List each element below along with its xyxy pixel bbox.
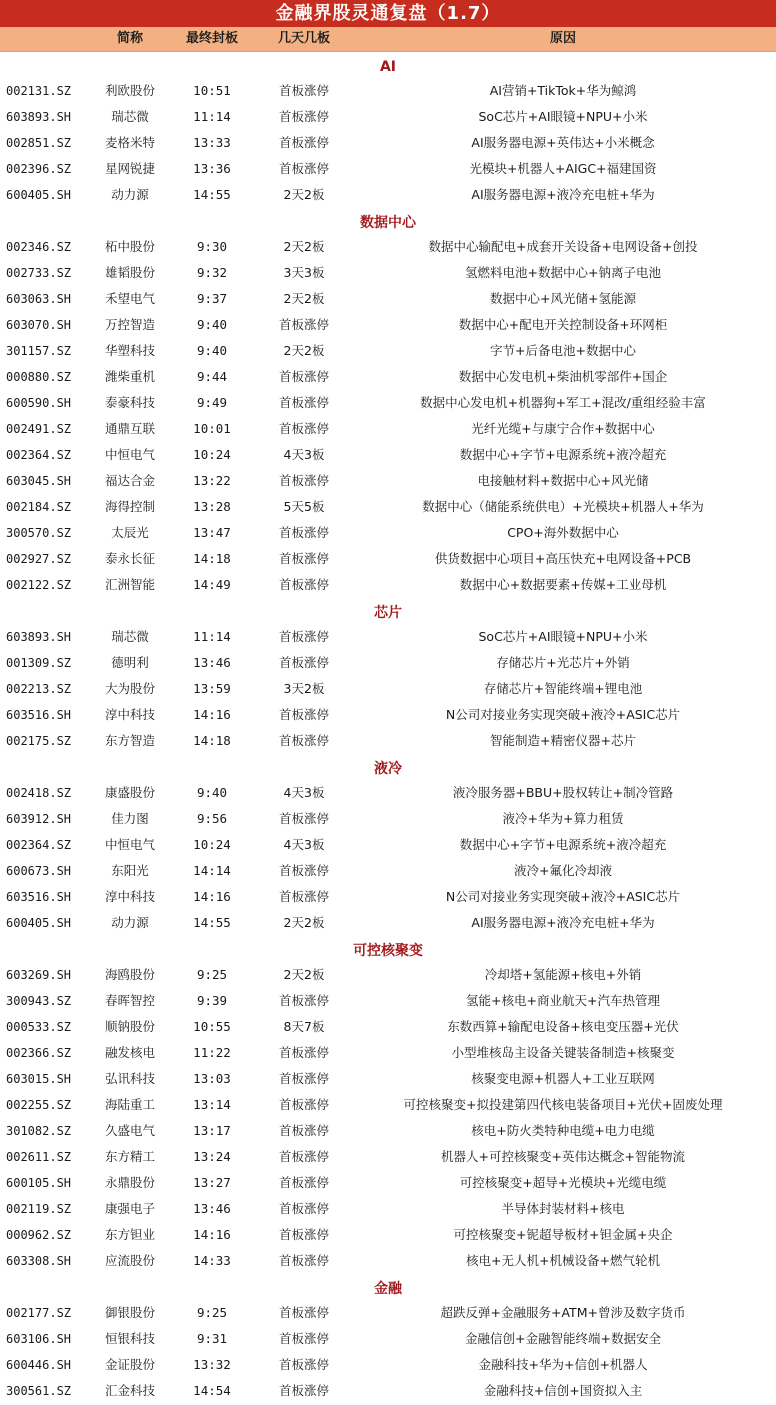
table-row — [0, 312, 776, 338]
reason: 超跌反弹+金融服务+ATM+曾涉及数字货币 — [440, 1305, 686, 1320]
table-row — [0, 1066, 776, 1092]
final-seal-time: 13:33 — [193, 135, 231, 150]
days-boards: 首板涨停 — [278, 1071, 329, 1086]
days-boards: 首板涨停 — [278, 993, 329, 1008]
days-boards: 首板涨停 — [278, 395, 329, 410]
days-boards: 首板涨停 — [278, 83, 329, 98]
days-boards: 2天2板 — [283, 187, 325, 202]
section-heading: 金融 — [374, 1281, 402, 1297]
final-seal-time: 13:59 — [193, 681, 231, 696]
final-seal-time: 9:32 — [196, 265, 228, 280]
final-seal-time: 10:24 — [193, 837, 231, 852]
stock-code: 603070.SH — [6, 318, 72, 332]
stock-name: 动力源 — [111, 187, 149, 202]
stock-name: 佳力图 — [111, 811, 149, 826]
days-boards: 2天2板 — [283, 291, 325, 306]
reason: 供货数据中心项目+高压快充+电网设备+PCB — [434, 551, 692, 566]
stock-code: 002733.SZ — [6, 266, 72, 280]
stock-name: 德明利 — [111, 655, 149, 670]
days-boards: 首板涨停 — [278, 733, 329, 748]
days-boards: 4天3板 — [283, 447, 325, 462]
days-boards: 首板涨停 — [278, 317, 329, 332]
days-boards: 首板涨停 — [278, 1201, 329, 1216]
stock-code: 002213.SZ — [6, 682, 72, 696]
section-heading: 可控核聚变 — [353, 943, 423, 959]
reason: 液冷服务器+BBU+股权转让+制冷管路 — [452, 785, 674, 800]
days-boards: 3天3板 — [283, 265, 325, 280]
final-seal-time: 13:27 — [193, 1175, 231, 1190]
days-boards: 4天3板 — [283, 837, 325, 852]
stock-code: 002366.SZ — [6, 1046, 72, 1060]
stock-name: 康强电子 — [104, 1201, 155, 1216]
stock-code: 002364.SZ — [6, 838, 72, 852]
final-seal-time: 14:16 — [193, 1227, 231, 1242]
days-boards: 首板涨停 — [278, 161, 329, 176]
final-seal-time: 13:03 — [193, 1071, 231, 1086]
final-seal-time: 10:24 — [193, 447, 231, 462]
stock-name: 利欧股份 — [104, 83, 155, 98]
reason: 液冷+氟化冷却液 — [514, 863, 612, 878]
stock-name: 太辰光 — [111, 525, 149, 540]
stock-code: 600446.SH — [6, 1358, 72, 1372]
stock-code: 000880.SZ — [6, 370, 72, 384]
table-row — [0, 1118, 776, 1144]
stock-code: 603106.SH — [6, 1332, 72, 1346]
reason: AI服务器电源+英伟达+小米概念 — [471, 135, 655, 150]
stock-name: 海陆重工 — [104, 1097, 155, 1112]
table-body — [0, 52, 776, 1404]
stock-code: 002418.SZ — [6, 786, 72, 800]
table-row — [0, 1378, 776, 1404]
final-seal-time: 13:14 — [193, 1097, 231, 1112]
reason: N公司对接业务实现突破+液冷+ASIC芯片 — [445, 889, 681, 904]
reason: AI营销+TikTok+华为鲸鸿 — [489, 83, 637, 98]
table-row — [0, 962, 776, 988]
final-seal-time: 9:40 — [196, 785, 228, 800]
days-boards: 首板涨停 — [278, 1253, 329, 1268]
stock-code: 002346.SZ — [6, 240, 72, 254]
days-boards: 8天7板 — [283, 1019, 325, 1034]
stock-name: 淳中科技 — [104, 707, 155, 722]
stock-code: 002396.SZ — [6, 162, 72, 176]
header-reason: 原因 — [549, 31, 576, 46]
table-row — [0, 806, 776, 832]
stock-name: 海得控制 — [104, 499, 155, 514]
final-seal-time: 14:14 — [193, 863, 231, 878]
table-row — [0, 416, 776, 442]
reason: 机器人+可控核聚变+英伟达概念+智能物流 — [441, 1149, 685, 1164]
table-row — [0, 546, 776, 572]
final-seal-time: 9:39 — [196, 993, 228, 1008]
days-boards: 首板涨停 — [278, 577, 329, 592]
days-boards: 首板涨停 — [278, 421, 329, 436]
header-days-boards: 几天几板 — [277, 31, 330, 46]
final-seal-time: 13:46 — [193, 1201, 231, 1216]
section-heading: 液冷 — [374, 761, 402, 777]
table-row — [0, 650, 776, 676]
stock-name: 海鸥股份 — [104, 967, 155, 982]
table-row — [0, 780, 776, 806]
stock-name: 久盛电气 — [104, 1123, 155, 1138]
days-boards: 首板涨停 — [278, 1305, 329, 1320]
reason: SoC芯片+AI眼镜+NPU+小米 — [478, 629, 648, 644]
final-seal-time: 13:47 — [193, 525, 231, 540]
reason: 数据中心+字节+电源系统+液冷超充 — [459, 837, 667, 852]
reason: 存储芯片+光芯片+外销 — [496, 655, 630, 670]
reason: 冷却塔+氢能源+核电+外销 — [484, 967, 642, 982]
reason: 氢燃料电池+数据中心+钠离子电池 — [465, 265, 661, 280]
table-row — [0, 442, 776, 468]
days-boards: 首板涨停 — [278, 135, 329, 150]
final-seal-time: 13:32 — [193, 1357, 231, 1372]
table-row — [0, 520, 776, 546]
table-row — [0, 1170, 776, 1196]
days-boards: 3天2板 — [283, 681, 325, 696]
final-seal-time: 14:18 — [193, 733, 231, 748]
days-boards: 首板涨停 — [278, 109, 329, 124]
stock-name: 万控智造 — [104, 317, 155, 332]
stock-code: 301157.SZ — [6, 344, 72, 358]
reason: 数据中心输配电+成套开关设备+电网设备+创投 — [428, 239, 698, 254]
days-boards: 首板涨停 — [278, 473, 329, 488]
final-seal-time: 9:31 — [196, 1331, 228, 1346]
final-seal-time: 9:25 — [196, 1305, 228, 1320]
stock-code: 002184.SZ — [6, 500, 72, 514]
table-row — [0, 1352, 776, 1378]
stock-name: 潍柴重机 — [104, 369, 155, 384]
reason: 字节+后备电池+数据中心 — [490, 343, 636, 358]
stock-name: 御银股份 — [104, 1305, 155, 1320]
final-seal-time: 9:37 — [196, 291, 228, 306]
table-row — [0, 1144, 776, 1170]
reason: N公司对接业务实现突破+液冷+ASIC芯片 — [445, 707, 681, 722]
table-row — [0, 390, 776, 416]
stock-name: 禾望电气 — [104, 291, 155, 306]
days-boards: 首板涨停 — [278, 1357, 329, 1372]
stock-name: 雄韬股份 — [104, 265, 155, 280]
reason: 可控核聚变+拟投建第四代核电装备项目+光伏+固废处理 — [403, 1097, 723, 1112]
final-seal-time: 14:49 — [193, 577, 231, 592]
reason: 数据中心+字节+电源系统+液冷超充 — [459, 447, 667, 462]
reason: 数据中心发电机+柴油机零部件+国企 — [458, 369, 668, 384]
stock-name: 东方钽业 — [104, 1227, 155, 1242]
days-boards: 5天5板 — [283, 499, 325, 514]
final-seal-time: 9:40 — [196, 343, 228, 358]
table-row — [0, 78, 776, 104]
stock-code: 603912.SH — [6, 812, 72, 826]
stock-code: 002491.SZ — [6, 422, 72, 436]
days-boards: 首板涨停 — [278, 1331, 329, 1346]
stock-name: 汇洲智能 — [104, 577, 155, 592]
stock-name: 柘中股份 — [104, 239, 155, 254]
reason: 液冷+华为+算力租赁 — [502, 811, 624, 826]
stock-name: 弘讯科技 — [104, 1071, 155, 1086]
days-boards: 首板涨停 — [278, 1097, 329, 1112]
stock-code: 603269.SH — [6, 968, 72, 982]
reason: 数据中心+配电开关控制设备+环网柜 — [458, 317, 668, 332]
section-heading: 芯片 — [374, 605, 402, 621]
table-row — [0, 234, 776, 260]
stock-code: 002175.SZ — [6, 734, 72, 748]
stock-code: 002255.SZ — [6, 1098, 72, 1112]
reason: AI服务器电源+液冷充电桩+华为 — [471, 915, 655, 930]
final-seal-time: 10:01 — [193, 421, 231, 436]
final-seal-time: 9:49 — [196, 395, 228, 410]
stock-code: 603045.SH — [6, 474, 72, 488]
reason: 可控核聚变+超导+光模块+光缆电缆 — [459, 1175, 667, 1190]
table-row — [0, 468, 776, 494]
final-seal-time: 14:16 — [193, 889, 231, 904]
stock-name: 麦格米特 — [104, 135, 155, 150]
stock-code: 603893.SH — [6, 630, 72, 644]
stock-code: 002364.SZ — [6, 448, 72, 462]
days-boards: 首板涨停 — [278, 1149, 329, 1164]
table-row — [0, 988, 776, 1014]
stock-name: 东方智造 — [104, 733, 155, 748]
reason: 光模块+机器人+AIGC+福建国资 — [469, 161, 657, 176]
table-row — [0, 832, 776, 858]
days-boards: 2天2板 — [283, 239, 325, 254]
stock-code: 002851.SZ — [6, 136, 72, 150]
stock-name: 东阳光 — [111, 863, 149, 878]
stock-name: 恒银科技 — [104, 1331, 155, 1346]
table-row — [0, 130, 776, 156]
table-row — [0, 676, 776, 702]
stock-name: 星网锐捷 — [104, 161, 155, 176]
stock-code: 300570.SZ — [6, 526, 72, 540]
days-boards: 2天2板 — [283, 343, 325, 358]
reason: 核电+无人机+机械设备+燃气轮机 — [466, 1253, 660, 1268]
stock-code: 002122.SZ — [6, 578, 72, 592]
stock-name: 融发核电 — [104, 1045, 155, 1060]
days-boards: 首板涨停 — [278, 551, 329, 566]
days-boards: 首板涨停 — [278, 863, 329, 878]
final-seal-time: 10:55 — [193, 1019, 231, 1034]
reason: 半导体封装材料+核电 — [501, 1201, 625, 1216]
days-boards: 首板涨停 — [278, 1123, 329, 1138]
final-seal-time: 14:55 — [193, 187, 231, 202]
reason: 数据中心+风光储+氢能源 — [490, 291, 636, 306]
reason: 核聚变电源+机器人+工业互联网 — [471, 1071, 655, 1086]
final-seal-time: 11:14 — [193, 109, 231, 124]
table-row — [0, 1222, 776, 1248]
final-seal-time: 13:36 — [193, 161, 231, 176]
days-boards: 首板涨停 — [278, 1227, 329, 1242]
stock-name: 泰永长征 — [104, 551, 155, 566]
days-boards: 首板涨停 — [278, 811, 329, 826]
final-seal-time: 11:14 — [193, 629, 231, 644]
final-seal-time: 13:22 — [193, 473, 231, 488]
stock-code: 002927.SZ — [6, 552, 72, 566]
table-row — [0, 104, 776, 130]
table-row — [0, 702, 776, 728]
final-seal-time: 13:17 — [193, 1123, 231, 1138]
final-seal-time: 9:40 — [196, 317, 228, 332]
stock-name: 华塑科技 — [104, 343, 155, 358]
final-seal-time: 14:54 — [193, 1383, 231, 1398]
final-seal-time: 13:24 — [193, 1149, 231, 1164]
stock-name: 顺钠股份 — [104, 1019, 155, 1034]
final-seal-time: 11:22 — [193, 1045, 231, 1060]
days-boards: 首板涨停 — [278, 889, 329, 904]
days-boards: 首板涨停 — [278, 1045, 329, 1060]
reason: 电接触材料+数据中心+风光储 — [477, 473, 649, 488]
stock-code: 600405.SH — [6, 188, 72, 202]
stock-code: 000962.SZ — [6, 1228, 72, 1242]
stock-code: 603015.SH — [6, 1072, 72, 1086]
stock-name: 康盛股份 — [104, 785, 155, 800]
final-seal-time: 9:44 — [196, 369, 228, 384]
stock-code: 603308.SH — [6, 1254, 72, 1268]
reason: 金融科技+信创+国资拟入主 — [483, 1383, 643, 1398]
reason: 金融信创+金融智能终端+数据安全 — [465, 1331, 661, 1346]
stock-name: 福达合金 — [104, 473, 155, 488]
table-row — [0, 286, 776, 312]
reason: 核电+防火类特种电缆+电力电缆 — [471, 1123, 655, 1138]
stock-code: 002119.SZ — [6, 1202, 72, 1216]
days-boards: 首板涨停 — [278, 655, 329, 670]
final-seal-time: 13:46 — [193, 655, 231, 670]
reason: 金融科技+华为+信创+机器人 — [478, 1357, 648, 1372]
reason: 东数西算+输配电设备+核电变压器+光伏 — [447, 1019, 679, 1034]
reason: 可控核聚变+铌超导板材+钽金属+央企 — [453, 1227, 673, 1242]
reason: AI服务器电源+液冷充电桩+华为 — [471, 187, 655, 202]
final-seal-time: 13:28 — [193, 499, 231, 514]
table-header — [0, 27, 776, 52]
reason: 数据中心+数据要素+传媒+工业母机 — [459, 577, 667, 592]
stock-code: 600105.SH — [6, 1176, 72, 1190]
page-title: 金融界股灵通复盘（1.7） — [0, 0, 776, 27]
stock-code: 600405.SH — [6, 916, 72, 930]
stock-name: 动力源 — [111, 915, 149, 930]
table-row — [0, 260, 776, 286]
table-row — [0, 338, 776, 364]
stock-code: 002177.SZ — [6, 1306, 72, 1320]
stock-code: 000533.SZ — [6, 1020, 72, 1034]
stock-name: 应流股份 — [104, 1253, 155, 1268]
header-final-seal: 最终封板 — [185, 31, 238, 46]
stock-name: 大为股份 — [104, 681, 155, 696]
final-seal-time: 10:51 — [193, 83, 231, 98]
stock-code: 603516.SH — [6, 890, 72, 904]
days-boards: 4天3板 — [283, 785, 325, 800]
section-heading: 数据中心 — [360, 215, 416, 231]
stock-code: 002131.SZ — [6, 84, 72, 98]
days-boards: 2天2板 — [283, 967, 325, 982]
stock-code: 001309.SZ — [6, 656, 72, 670]
table-row — [0, 1196, 776, 1222]
reason: SoC芯片+AI眼镜+NPU+小米 — [478, 109, 648, 124]
stock-code: 600673.SH — [6, 864, 72, 878]
table-row — [0, 182, 776, 208]
reason: CPO+海外数据中心 — [507, 525, 619, 540]
stock-code: 600590.SH — [6, 396, 72, 410]
table-row — [0, 1326, 776, 1352]
header-name: 简称 — [116, 31, 143, 46]
stock-name: 中恒电气 — [104, 447, 155, 462]
stock-code: 002611.SZ — [6, 1150, 72, 1164]
reason: 存储芯片+智能终端+锂电池 — [483, 681, 643, 696]
reason: 小型堆核岛主设备关键装备制造+核聚变 — [451, 1045, 675, 1060]
section-heading: AI — [379, 59, 397, 75]
stock-name: 汇金科技 — [104, 1383, 155, 1398]
table-row — [0, 1300, 776, 1326]
table-row — [0, 884, 776, 910]
table-row — [0, 1092, 776, 1118]
stock-name: 金证股份 — [104, 1357, 155, 1372]
stock-name: 淳中科技 — [104, 889, 155, 904]
stock-code: 300943.SZ — [6, 994, 72, 1008]
stock-name: 永鼎股份 — [104, 1175, 155, 1190]
table-row — [0, 1014, 776, 1040]
table-row — [0, 1040, 776, 1066]
days-boards: 2天2板 — [283, 915, 325, 930]
days-boards: 首板涨停 — [278, 1175, 329, 1190]
reason: 数据中心发电机+机器狗+军工+混改/重组经验丰富 — [420, 395, 706, 410]
final-seal-time: 9:56 — [196, 811, 228, 826]
final-seal-time: 14:16 — [193, 707, 231, 722]
reason: 光纤光缆+与康宁合作+数据中心 — [471, 421, 655, 436]
table-row — [0, 494, 776, 520]
stock-name: 春晖智控 — [104, 993, 155, 1008]
table-row — [0, 156, 776, 182]
final-seal-time: 14:55 — [193, 915, 231, 930]
reason: 氢能+核电+商业航天+汽车热管理 — [466, 993, 660, 1008]
table-row — [0, 572, 776, 598]
final-seal-time: 14:33 — [193, 1253, 231, 1268]
days-boards: 首板涨停 — [278, 1383, 329, 1398]
stock-name: 瑞芯微 — [111, 109, 149, 124]
stock-name: 泰豪科技 — [104, 395, 155, 410]
table-row — [0, 858, 776, 884]
table-row — [0, 910, 776, 936]
final-seal-time: 9:25 — [196, 967, 228, 982]
stock-code: 603063.SH — [6, 292, 72, 306]
days-boards: 首板涨停 — [278, 525, 329, 540]
header-code — [0, 27, 94, 51]
stock-name: 东方精工 — [104, 1149, 155, 1164]
stock-name: 通鼎互联 — [104, 421, 155, 436]
stock-code: 300561.SZ — [6, 1384, 72, 1398]
reason: 智能制造+精密仪器+芯片 — [490, 733, 636, 748]
stock-name: 瑞芯微 — [111, 629, 149, 644]
stock-name: 中恒电气 — [104, 837, 155, 852]
table-row — [0, 624, 776, 650]
stock-code: 603893.SH — [6, 110, 72, 124]
final-seal-time: 14:18 — [193, 551, 231, 566]
days-boards: 首板涨停 — [278, 707, 329, 722]
table-row — [0, 364, 776, 390]
final-seal-time: 9:30 — [196, 239, 228, 254]
stock-code: 301082.SZ — [6, 1124, 72, 1138]
days-boards: 首板涨停 — [278, 369, 329, 384]
stock-code: 603516.SH — [6, 708, 72, 722]
reason: 数据中心（储能系统供电）+光模块+机器人+华为 — [422, 499, 704, 514]
table-row — [0, 728, 776, 754]
table-row — [0, 1248, 776, 1274]
days-boards: 首板涨停 — [278, 629, 329, 644]
